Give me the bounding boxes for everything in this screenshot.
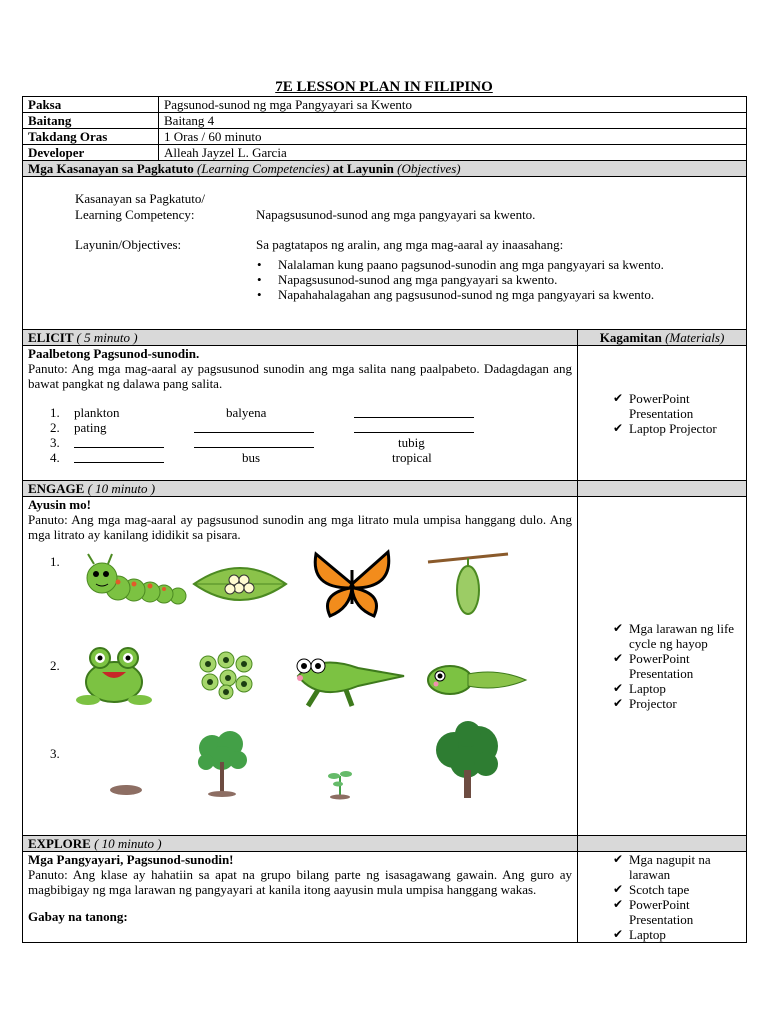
check-icon: ✔ (613, 852, 624, 866)
info-value: 1 Oras / 60 minuto (159, 129, 747, 145)
competency-value: Napagsusunod-sunod ang mga pangyayari sa kwento. (256, 207, 536, 222)
lesson-plan (22, 96, 746, 943)
material-item (583, 897, 741, 927)
engage-head: ENGAGE (28, 481, 85, 496)
material-item (583, 696, 741, 711)
materials-head-italic: (Materials) (665, 330, 725, 345)
competency-header-row (23, 161, 747, 177)
elicit-materials (578, 346, 747, 481)
sprout-image (322, 764, 358, 800)
explore-time: ( 10 minuto ) (94, 836, 162, 851)
caterpillar-image (76, 550, 188, 616)
info-row-baitang (23, 113, 747, 129)
objective-item: • Nalalaman kung paano pagsunod-sunodin ang mga pangyayari sa kwento. (75, 257, 755, 272)
engage-header (23, 481, 578, 497)
word-row (28, 420, 572, 435)
materials-list (583, 621, 741, 711)
lesson-plan-table (22, 96, 747, 943)
elicit-header-row (23, 330, 747, 346)
check-icon: ✔ (613, 696, 624, 710)
row-number: 1. (50, 405, 60, 420)
objective-item: • Napahahalagahan ang pagsusunod-sunod ng mga pangyayari sa kwento. (75, 287, 755, 302)
info-label: Developer (23, 145, 159, 161)
elicit-cell (23, 346, 578, 481)
material-item (583, 621, 741, 651)
material-text: Mga larawan ng life cycle ng hayop (629, 621, 735, 651)
word: pating (74, 420, 107, 435)
material-text: Mga nagupit na larawan (629, 852, 711, 882)
competency-header-b: (Learning Competencies) (197, 161, 330, 176)
competency-cell (23, 177, 747, 330)
word-row (28, 450, 572, 465)
engage-materials-header (578, 481, 747, 497)
engage-instructions: Panuto: Ang mga mag-aaral ay pagsusunod sunodin ang mga litrato mula umpisa hanggang dulo. Ang mga litrato ay kanilang ididikit sa pisara. (28, 512, 572, 542)
elicit-title: Paalbetong Pagsunod-sunodin. (28, 346, 200, 361)
check-icon: ✔ (613, 420, 624, 435)
info-value: Alleah Jayzel L. Garcia (159, 145, 747, 161)
material-item (583, 681, 741, 696)
row-number: 1. (50, 554, 60, 569)
row-number: 3. (50, 746, 60, 761)
material-item (583, 651, 741, 681)
explore-materials (578, 852, 747, 943)
competency-header-c: at Layunin (332, 161, 394, 176)
engage-time: ( 10 minuto ) (87, 481, 156, 496)
material-item (583, 391, 741, 421)
material-text: PowerPoint Presentation (629, 897, 694, 927)
young-tree-image (192, 728, 252, 798)
explore-row (23, 852, 747, 943)
competency-header-d: (Objectives) (397, 161, 461, 176)
info-value: Pagsunod-sunod ng mga Pangyayari sa Kwento (159, 97, 747, 113)
row-number: 4. (50, 450, 60, 465)
frog-eggs-image (196, 650, 256, 700)
material-text: Laptop (629, 681, 666, 696)
explore-title: Mga Pangyayari, Pagsunod-sunodin! (28, 852, 234, 867)
info-row-paksa (23, 97, 747, 113)
info-row-developer (23, 145, 747, 161)
material-text: Scotch tape (629, 882, 690, 897)
info-row-takdang-oras (23, 129, 747, 145)
material-item (583, 421, 741, 436)
materials-head: Kagamitan (599, 330, 662, 345)
explore-head: EXPLORE (28, 836, 91, 851)
info-label: Baitang (23, 113, 159, 129)
seed-soil-image (108, 782, 144, 796)
competency-row (23, 177, 747, 330)
chrysalis-image (426, 550, 510, 620)
elicit-time: ( 5 minuto ) (76, 330, 138, 345)
engage-row (23, 497, 747, 836)
info-label: Paksa (23, 97, 159, 113)
elicit-header (23, 330, 578, 346)
explore-materials-header (578, 836, 747, 852)
explore-cell (23, 852, 578, 943)
row-number: 3. (50, 435, 60, 450)
elicit-head: ELICIT (28, 330, 74, 345)
info-value: Baitang 4 (159, 113, 747, 129)
engage-cell (23, 497, 578, 836)
materials-header (578, 330, 747, 346)
objectives-intro: Sa pagtatapos ng aralin, ang mga mag-aaral ay inaasahang: (256, 237, 564, 252)
check-icon: ✔ (613, 681, 624, 695)
check-icon: ✔ (613, 390, 624, 405)
word: tubig (398, 435, 425, 450)
butterfly-image (310, 548, 394, 620)
objective-item: • Napagsusunod-sunod ang mga pangyayari sa kwento. (75, 272, 755, 287)
material-text: Laptop Projector (629, 420, 717, 436)
row-number: 2. (50, 420, 60, 435)
objectives-label: Layunin/Objectives: (75, 237, 182, 252)
material-item (583, 882, 741, 897)
froglet-image (278, 646, 406, 710)
material-text: Projector (629, 696, 677, 711)
guide-question-label: Gabay na tanong: (28, 909, 128, 924)
word: bus (242, 450, 261, 465)
elicit-instructions: Panuto: Ang mga mag-aaral ay pagsusunod sunodin ang mga salita nang paalpabeto. Dadagdagan ang bawat pangkat ng dalawa pang salita. (28, 361, 572, 391)
word: tropical (392, 450, 432, 465)
check-icon: ✔ (613, 897, 624, 911)
word-row (28, 435, 572, 450)
materials-list (583, 391, 741, 436)
document-title: 7E LESSON PLAN IN FILIPINO (275, 79, 493, 95)
tadpole-image (424, 660, 528, 700)
row-number: 2. (50, 658, 60, 673)
word-row (28, 405, 572, 420)
explore-header (23, 836, 578, 852)
check-icon: ✔ (613, 882, 624, 896)
materials-list (583, 852, 741, 942)
material-item (583, 852, 741, 882)
explore-header-row (23, 836, 747, 852)
check-icon: ✔ (613, 651, 624, 665)
material-item (583, 927, 741, 942)
material-text: Laptop (629, 927, 666, 942)
engage-title: Ayusin mo! (28, 497, 91, 512)
engage-header-row (23, 481, 747, 497)
word: plankton (74, 405, 120, 420)
word: balyena (226, 405, 267, 420)
explore-instructions: Panuto: Ang klase ay hahatiin sa apat na grupo bilang parte ng isasagawang gawain. Ang guro ay magbibigay ng mga larawan ng pangyayari at kanila itong aayusin mula umpisa hanggang wakas. (28, 867, 572, 897)
check-icon: ✔ (613, 927, 624, 941)
material-text: PowerPoint Presentation (629, 651, 694, 681)
competency-header-a: Mga Kasanayan sa Pagkatuto (28, 161, 194, 176)
leaf-eggs-image (190, 560, 290, 608)
competency-label-2: Learning Competency: (75, 207, 195, 222)
competency-label-1: Kasanayan sa Pagkatuto/ (75, 191, 205, 206)
info-label: Takdang Oras (23, 129, 159, 145)
check-icon: ✔ (613, 621, 624, 635)
frog-image (76, 642, 152, 706)
life-cycle-pictures (28, 542, 572, 832)
engage-materials (578, 497, 747, 836)
material-text: PowerPoint Presentation (629, 390, 694, 421)
mature-tree-image (432, 720, 504, 802)
elicit-row (23, 346, 747, 481)
competency-header (23, 161, 747, 177)
objectives-list (75, 257, 755, 302)
